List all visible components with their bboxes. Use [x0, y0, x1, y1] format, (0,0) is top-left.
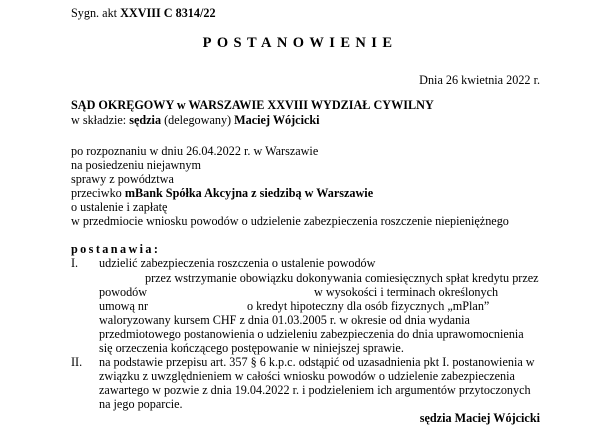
hearing-line: na posiedzeniu niejawnym: [71, 158, 201, 172]
defendant-name: mBank Spółka Akcyjna z siedzibą w Warszawie: [124, 186, 374, 200]
case-signature-label: Sygn. akt: [71, 6, 121, 20]
signed-by: sędzia Maciej Wójcicki: [419, 411, 540, 425]
point-text-line: powodów: [99, 285, 148, 299]
point-text-line: na jego poparcie.: [99, 397, 183, 411]
point-text-line: waloryzowany kursem CHF z dnia 01.03.2005 r. w okresie od dnia wydania: [99, 313, 470, 327]
point-text-line: na podstawie przepisu art. 357 § 6 k.p.c. odstąpić od uzasadnienia pkt I. postanowienia w: [99, 355, 535, 369]
hearing-line: sprawy z powództwa: [71, 172, 174, 186]
court-name: SĄD OKRĘGOWY w WARSZAWIE XXVIII WYDZIAŁ CYWILNY: [71, 98, 434, 112]
point-text-line: o kredyt hipoteczny dla osób fizycznych „mPlan”: [247, 299, 490, 313]
point-text-line: w wysokości i terminach określonych: [314, 285, 499, 299]
against-prefix: przeciwko: [71, 186, 125, 200]
decides-label: postanawia:: [71, 242, 161, 256]
point-numeral: II.: [71, 355, 83, 369]
point-text-line: udzielić zabezpieczenia roszczenia o ustalenie powodów: [99, 256, 376, 270]
hearing-line: w przedmiocie wniosku powodów o udzielenie zabezpieczenia roszczenie niepieniężnego: [71, 214, 509, 228]
point-text-line: przedmiotowego postanowienia o udzieleniu zabezpieczenia do dnia uprawomocnienia: [99, 327, 524, 341]
point-numeral: I.: [71, 256, 79, 270]
judge-role: sędzia: [129, 113, 162, 127]
point-text-line: umową nr: [99, 299, 149, 313]
case-signature: [71, 6, 216, 20]
composition-prefix: w składzie:: [71, 113, 130, 127]
point-text-line: zawartego w pozwie z dnia 19.04.2022 r. i podzieleniem ich argumentów przytoczonych: [99, 383, 531, 397]
point-text-line: przez wstrzymanie obowiązku dokonywania comiesięcznych spłat kredytu przez: [145, 271, 539, 285]
judge-name: Maciej Wójcicki: [234, 113, 320, 127]
hearing-line: o ustalenie i zapłatę: [71, 200, 168, 214]
point-text-line: związku z uwzględnieniem w całości wniosku powodów o udzielenie zabezpieczenia: [99, 369, 515, 383]
hearing-line: po rozpoznaniu w dniu 26.04.2022 r. w Warszawie: [71, 144, 319, 158]
document-title: POSTANOWIENIE: [202, 35, 398, 51]
defendant-line: [71, 186, 373, 200]
document-date: Dnia 26 kwietnia 2022 r.: [419, 73, 540, 87]
case-number: XXVIII C 8314/22: [120, 6, 216, 20]
judge-delegated: (delegowany): [161, 113, 235, 127]
court-composition: [71, 113, 320, 127]
point-text-line: się orzeczenia kończącego postępowanie w niniejszej sprawie.: [99, 341, 404, 355]
